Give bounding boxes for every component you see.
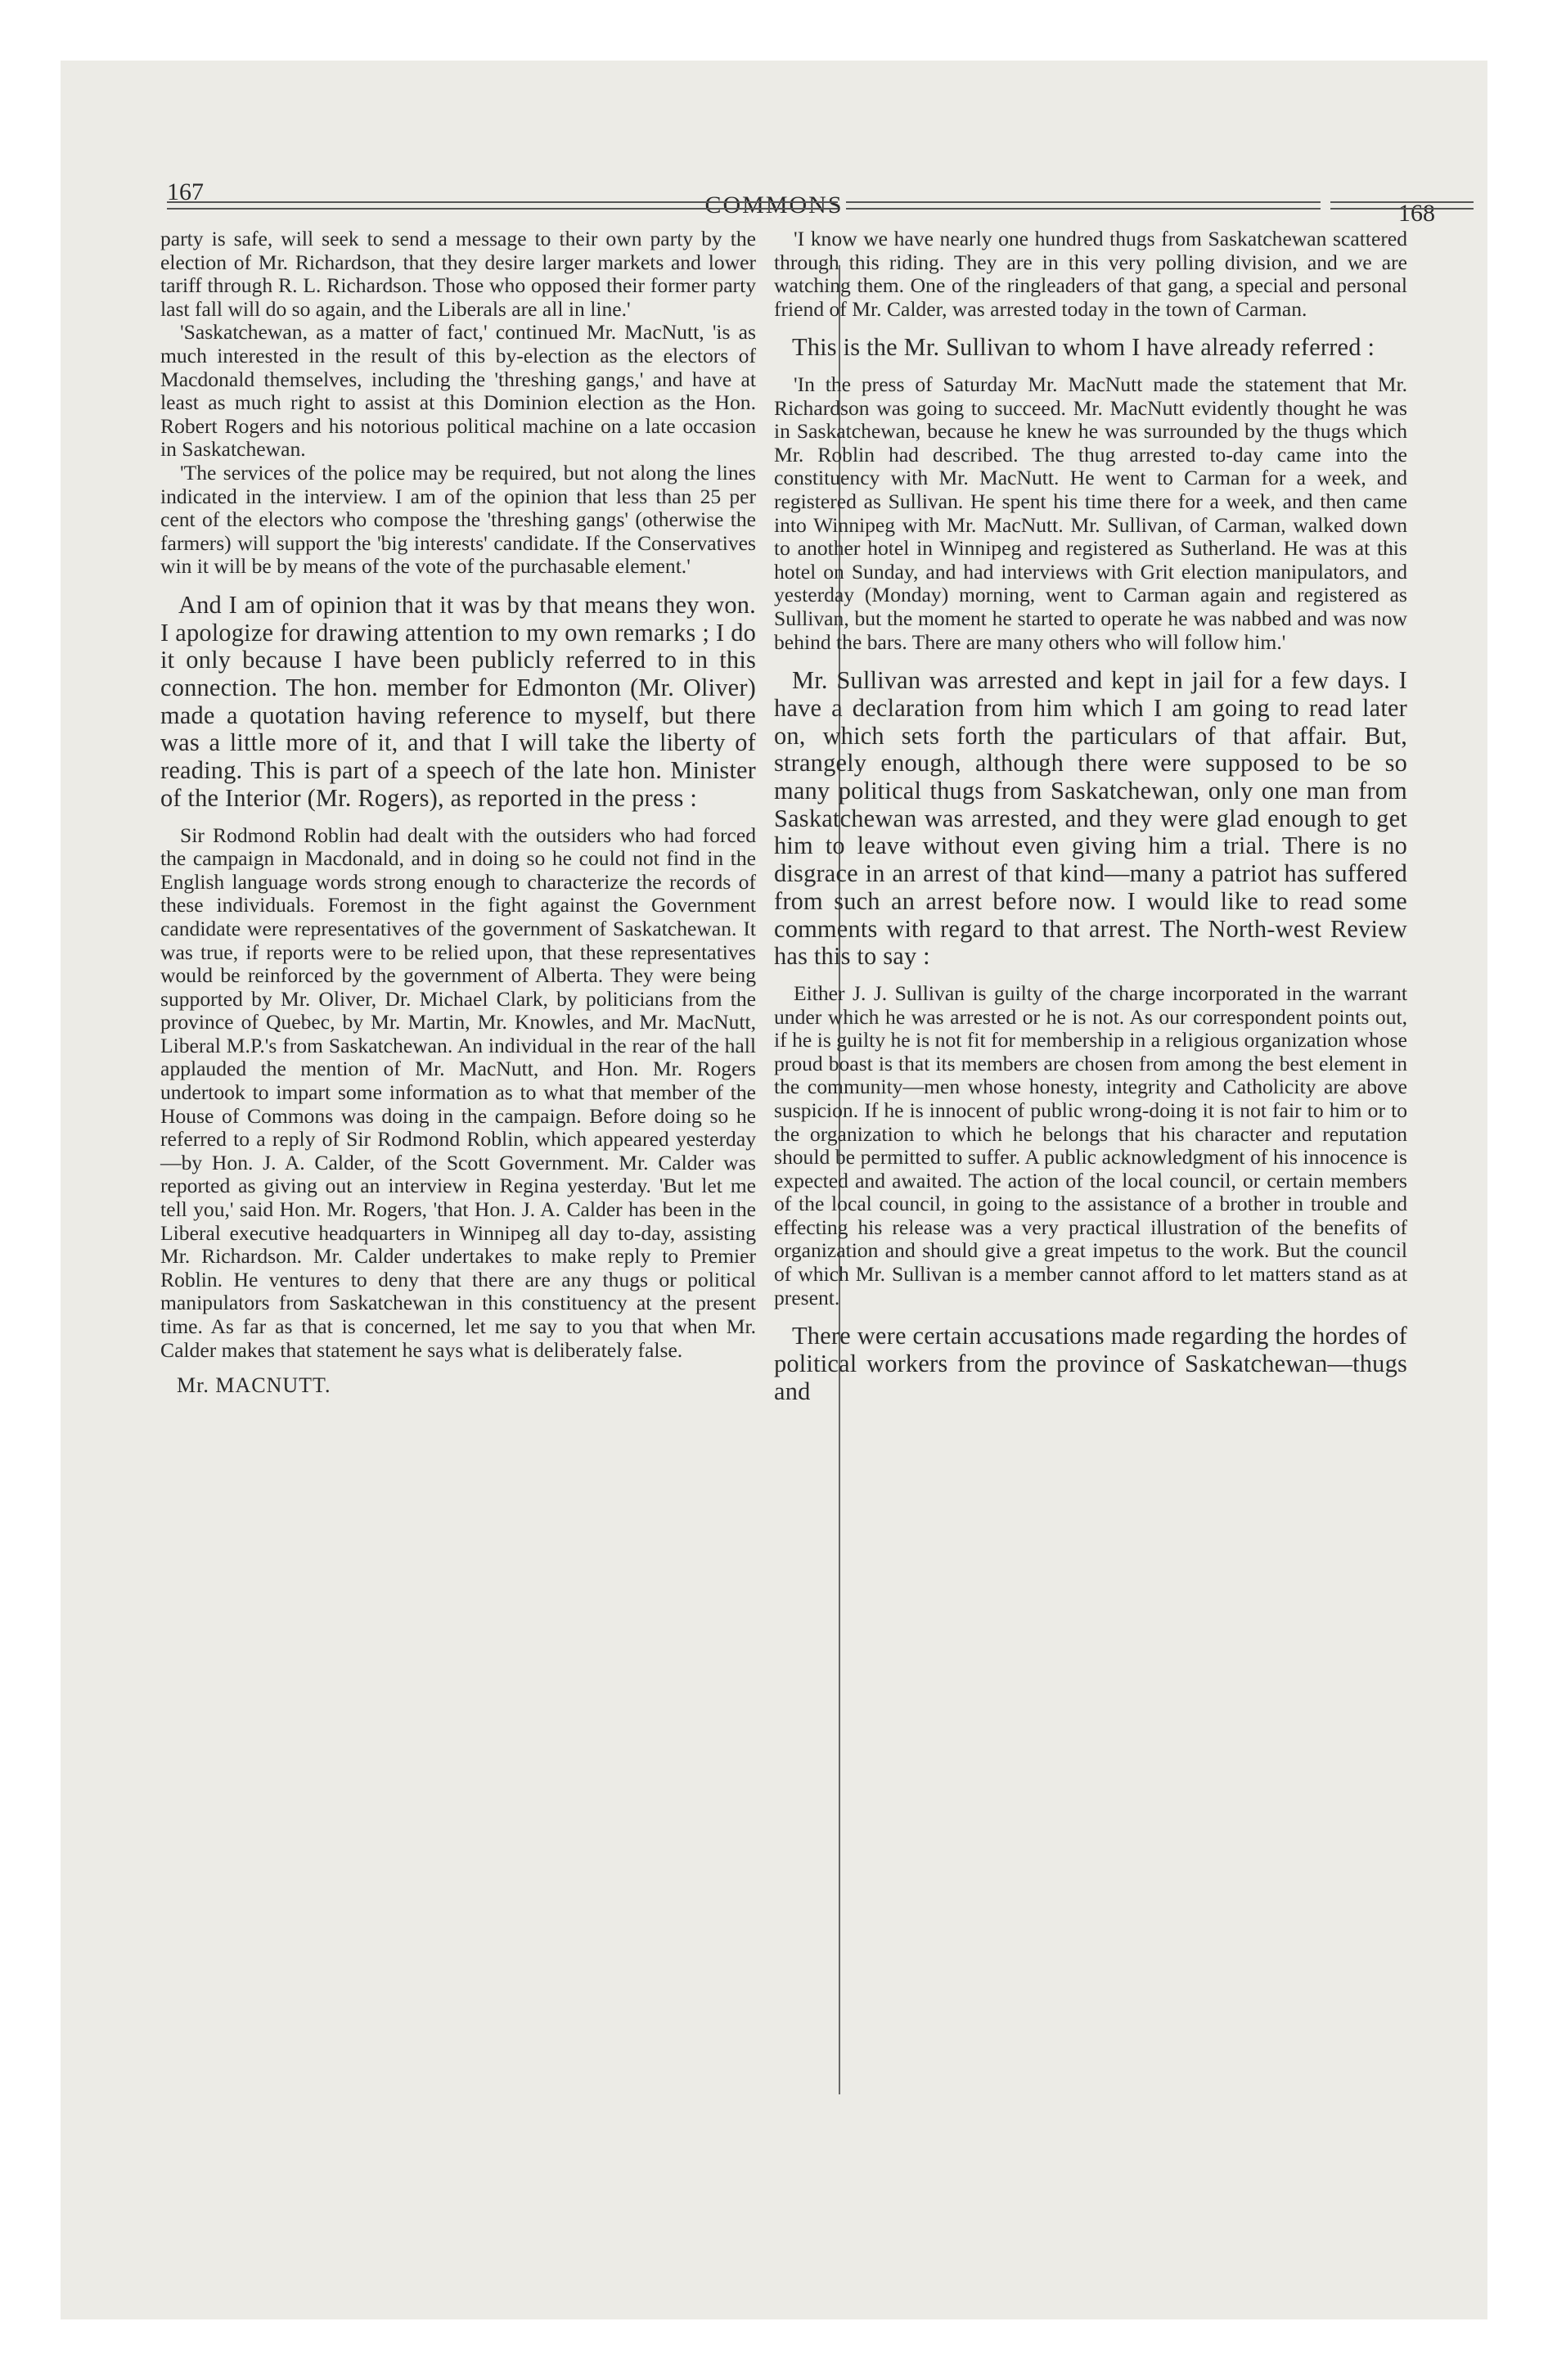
body-paragraph: Mr. Sullivan was arrested and kept in jail for a few days. I have a declaration from him which I am going to read later on, which sets forth the particulars of that affair. But, strangely enough, although there were supposed to be so many political thugs from Saskatchewan, only one man from Saskatchewan was arrested, and they were glad enough to get him to leave without even giving him a trial. There is no disgrace in an arrest of that kind—many a patriot has suffered from such an arrest before now. I would like to read some comments with regard to that arrest. The North-west Review has this to say : xyxy=(774,666,1407,971)
body-paragraph: This is the Mr. Sullivan to whom I have already referred : xyxy=(792,333,1375,362)
quote-paragraph: 'The services of the police may be required, but not along the lines indicated in the interview. I am of the opinion that less than 25 per cent of the electors who compose the 'threshing gangs' (otherwise the farmers) will support the 'big interests' candidate. If the Conservatives win it will be by means of the vote of the purchasable element.' xyxy=(160,460,756,579)
left-column xyxy=(160,228,756,1398)
header-rule-mid-top xyxy=(846,201,1321,203)
speaker-name: Mr. MACNUTT. xyxy=(177,1373,331,1398)
quote-paragraph: 'I know we have nearly one hundred thugs from Saskatchewan scattered through this riding. They are in this very polling division, and we are watching them. One of the ringleaders of that gang, a special and personal friend of Mr. Calder, was arrested today in the town of Carman. xyxy=(774,227,1407,321)
page-number-right: 168 xyxy=(1398,200,1435,227)
quote-paragraph: party is safe, will seek to send a message to their own party by the election of Mr. Richardson, that they desire larger markets and lower tariff through R. L. Richardson. Those who opposed their former party last fall will do so again, and the Liberals are all in line.' xyxy=(160,227,756,321)
quote-paragraph: 'Saskatchewan, as a matter of fact,' continued Mr. MacNutt, 'is as much interested in the result of this by-election as the electors of Macdonald themselves, including the 'threshing gangs,' and have at least as much right to assist at this Dominion election as the Hon. Robert Rogers and his notorious political machine on a late occasion in Saskatchewan. xyxy=(160,320,756,462)
header-rule-left-bottom xyxy=(167,208,838,210)
running-title: COMMONS xyxy=(704,192,844,219)
body-paragraph: There were certain accusations made regarding the hordes of political workers from the province of Saskatchewan—thugs and xyxy=(774,1322,1407,1405)
header-rule-mid-bottom xyxy=(846,208,1321,210)
header-rule-right-top xyxy=(1330,201,1474,203)
right-column xyxy=(774,228,1407,1405)
header-rule-right-bottom xyxy=(1330,208,1474,210)
header-rule-left-top xyxy=(167,201,838,203)
body-paragraph: And I am of opinion that it was by that means they won. I apologize for drawing attention to my own remarks ; I do it only because I have been publicly referred to in this connection. The hon. member for Edmonton (Mr. Oliver) made a quotation having reference to myself, but there was a little more of it, and that I will take the liberty of reading. This is part of a speech of the late hon. Minister of the Interior (Mr. Rogers), as reported in the press : xyxy=(160,590,756,812)
page-header xyxy=(61,126,1487,227)
page-number-left: 167 xyxy=(167,178,204,205)
quote-paragraph: Sir Rodmond Roblin had dealt with the outsiders who had forced the campaign in Macdonald, and in doing so he could not find in the English language words strong enough to characterize the records of these individuals. Foremost in the fight against the Government candidate were representatives of the government of Saskatchewan. It was true, if reports were to be relied upon, that these representatives would be reinforced by the government of Alberta. They were being supported by Mr. Oliver, Dr. Michael Clark, by politicians from the province of Quebec, by Mr. Martin, Mr. Knowles, and Mr. MacNutt, Liberal M.P.'s from Saskatchewan. An individual in the rear of the hall applauded the mention of Mr. MacNutt, and Hon. Mr. Rogers undertook to impart some information as to what that member of the House of Commons was doing in the campaign. Before doing so he referred to a reply of Sir Rodmond Roblin, which appeared yesterday—by Hon. J. A. Calder, of the Scott Government. Mr. Calder was reported as giving out an interview in Regina yesterday. 'But let me tell you,' said Hon. Mr. Rogers, 'that Hon. J. A. Calder has been in the Liberal executive headquarters in Winnipeg all day to-day, assisting Mr. Richardson. Mr. Calder undertakes to make reply to Premier Roblin. He ventures to deny that there are any thugs or political manipulators from Saskatchewan in this constituency at the present time. As far as that is concerned, let me say to you that when Mr. Calder makes that statement he says what is deliberately false. xyxy=(160,823,756,1362)
quote-paragraph: Either J. J. Sullivan is guilty of the charge incorporated in the warrant under which he was arrested or he is not. As our correspondent points out, if he is guilty he is not fit for membership in a religious organization whose proud boast is that its members are chosen from among the best element in the community—men whose honesty, integrity and Catholicity are above suspicion. If he is innocent of public wrong-doing it is not fair to him or to the organization to which he belongs that his character and reputation should be permitted to suffer. A public acknowledgment of his innocence is expected and awaited. The action of the local council, or certain members of the local council, in going to the assistance of a brother in trouble and effecting his release was a very practical illustration of the benefits of organization and should give a great impetus to the work. But the council of which Mr. Sullivan is a member cannot afford to let matters stand as at present. xyxy=(774,980,1407,1309)
quote-paragraph: 'In the press of Saturday Mr. MacNutt made the statement that Mr. Richardson was going to succeed. Mr. MacNutt evidently thought he was in Saskatchewan, because he knew he was surrounded by the thugs which Mr. Roblin had described. The thug arrested to-day came into the constituency with Mr. MacNutt. He went to Carman for a week, and registered as Sullivan. He spent his time there for a week, and then came into Winnipeg with Mr. MacNutt. Mr. Sullivan, of Carman, walked down to another hotel in Winnipeg and registered as Sutherland. He was at this hotel on Sunday, and had interviews with Grit election manipulators, and yesterday (Monday) morning, went to Carman again and registered as Sullivan, but the moment he started to operate he was nabbed and was now behind the bars. There are many others who will follow him.' xyxy=(774,372,1407,654)
